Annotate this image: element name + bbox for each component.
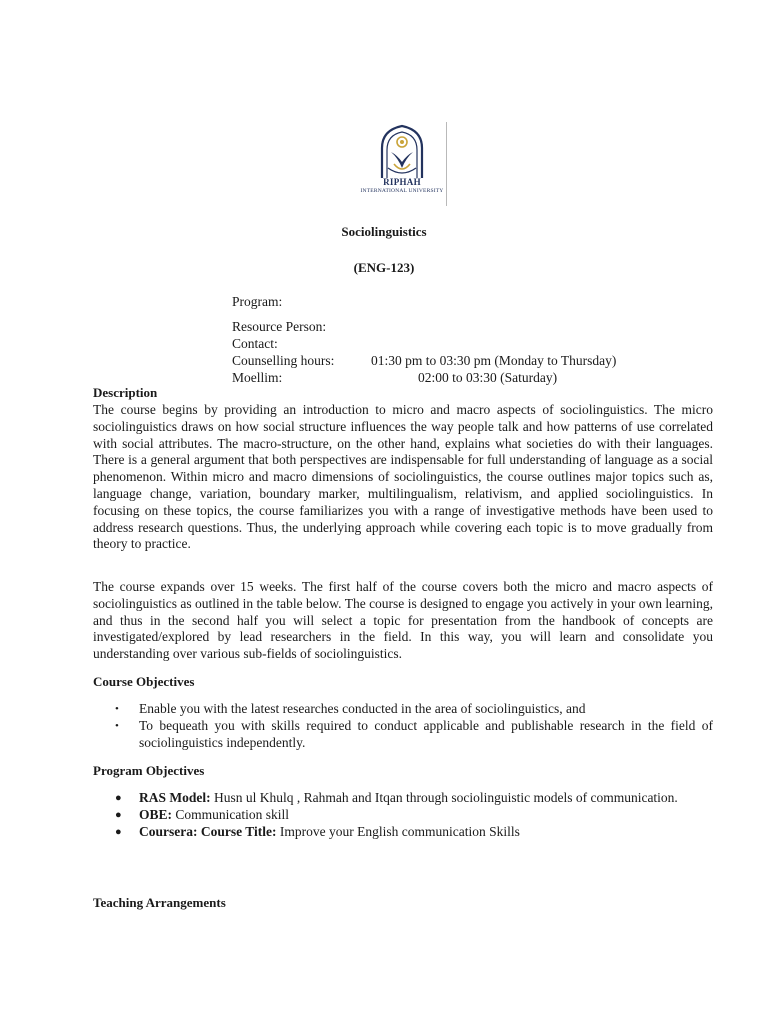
description-heading: Description: [93, 385, 158, 400]
teaching-arrangements-heading: Teaching Arrangements: [93, 895, 226, 910]
counselling-row: [232, 352, 616, 369]
bullet-icon: ●: [115, 825, 122, 838]
list-item: • To bequeath you with skills required to conduct applicable and publishable research in the field of sociolinguistics independently.: [115, 717, 713, 750]
list-item: ● Coursera: Course Title: Improve your English communication Skills: [115, 823, 520, 839]
university-logo: [358, 122, 450, 206]
contact-label: Contact:: [232, 336, 278, 351]
info-block: [232, 318, 616, 386]
logo-name: RIPHAH: [383, 177, 421, 187]
list-item: ● OBE: Communication skill: [115, 806, 290, 822]
crest-icon: [358, 122, 446, 178]
bullet-icon: ●: [115, 808, 122, 821]
list-item: • Enable you with the latest researches conducted in the area of sociolinguistics, and: [115, 701, 586, 716]
program-objectives-heading: Program Objectives: [93, 763, 205, 778]
moellim-label: Moellim:: [232, 370, 283, 385]
list-item: ● RAS Model: Husn ul Khulq , Rahmah and Itqan through sociolinguistic models of communication.: [115, 790, 678, 805]
course-objectives-heading: Course Objectives: [93, 674, 195, 689]
resource-person-label: Resource Person:: [232, 319, 327, 334]
bullet-icon: •: [115, 719, 119, 732]
moellim-value: 02:00 to 03:30 (Saturday): [418, 370, 558, 385]
program-row: [232, 293, 282, 310]
course-title: Sociolinguistics: [341, 224, 427, 239]
description-paragraph-2: The course expands over 15 weeks. The first half of the course covers both the micro and macro aspects of sociolinguistics as outlined in the table below. The course is designed to engage you actively in your own learning, and thus in the second half you will select a topic for presentation from the handbook of concepts are investigated/explored by lead researchers in the field. In this way, you will learn and consolidate you understanding over various sub-fields of sociolinguistics.: [93, 579, 713, 662]
program-label: Program:: [232, 294, 283, 309]
moellim-row: [232, 369, 616, 386]
bullet-icon: •: [115, 703, 119, 715]
program-objectives-list: [93, 790, 713, 840]
contact-row: [232, 335, 616, 352]
counselling-label: Counselling hours:: [232, 353, 335, 368]
counselling-value: 01:30 pm to 03:30 pm (Monday to Thursday): [371, 353, 617, 368]
logo-divider: [446, 122, 447, 206]
course-objectives-list: [93, 701, 713, 751]
bullet-icon: ●: [115, 792, 122, 804]
course-code: (ENG-123): [353, 260, 415, 275]
description-paragraph-1: The course begins by providing an introduction to micro and macro aspects of sociolinguistics. The micro sociolinguistics draws on how social structure influences the way people talk and how patterns of use correlated with social attributes. The macro-structure, on the other hand, explains what societies do with their languages. There is a general argument that both perspectives are indispensable for full understanding of language as a social phenomenon. Within micro and macro dimensions of sociolinguistics, the course outlines major topics such as, language change, variation, boundary marker, multilingualism, relativism, and applied sociolinguistics. In focusing on these topics, the course familiarizes you with a range of investigative methods have been used to address research questions. Thus, the underlying approach while covering each topic is to move gradually from theory to practice.: [93, 402, 713, 552]
logo-subtitle: INTERNATIONAL UNIVERSITY: [360, 188, 444, 194]
resource-person-row: [232, 318, 616, 335]
